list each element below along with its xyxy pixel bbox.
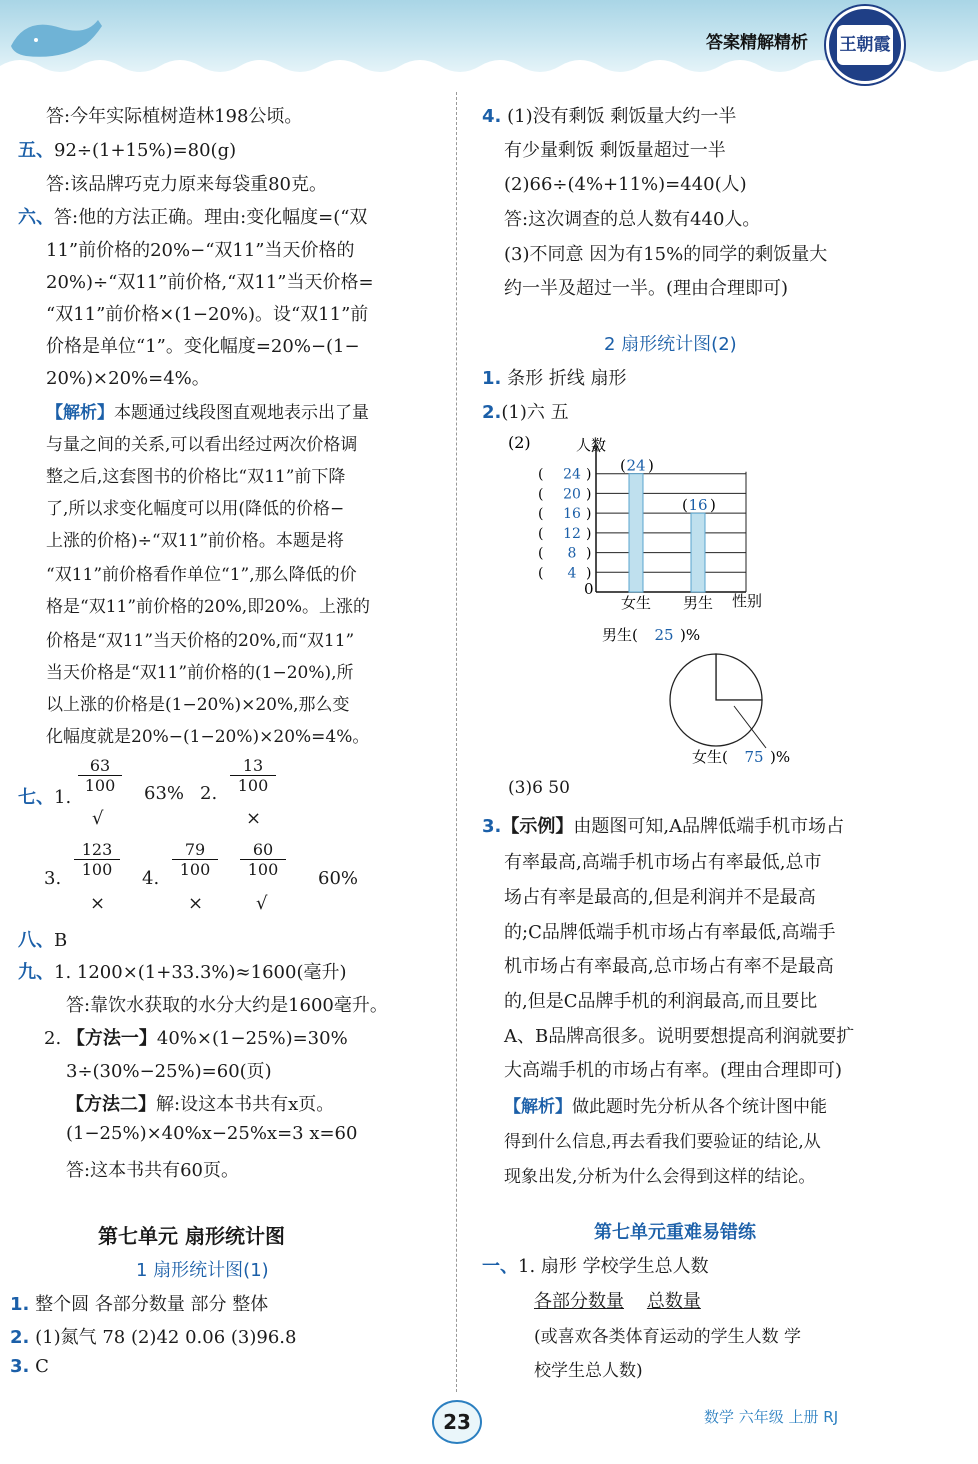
item-number: 2. <box>44 1028 62 1049</box>
question-label: 3. <box>10 1356 30 1377</box>
question-label: 4. <box>482 106 502 127</box>
question-label: 五、 <box>18 140 54 161</box>
section-title: 第七单元重难易错练 <box>594 1222 756 1243</box>
answer-line: B <box>54 930 68 951</box>
cross-mark: × <box>246 808 262 829</box>
pie-value-label: 75 <box>744 748 764 766</box>
y-tick-label: 16 <box>563 506 581 523</box>
underlined-answer: 各部分数量 <box>534 1291 624 1312</box>
question-1 <box>10 1290 268 1316</box>
method-line <box>66 1090 334 1116</box>
question-label: 1. <box>482 368 502 389</box>
header-title: 答案精解精析 <box>706 33 808 53</box>
method-label: 【方法二】 <box>66 1094 156 1115</box>
pie-label-suffix: )% <box>770 748 791 766</box>
answer-line: 答:今年实际植树造林198公顷。 <box>46 106 303 127</box>
explanation-line: 本题通过线段图直观地表示出了量 <box>114 403 369 423</box>
answer-line: 40%×(1−25%)=30% <box>156 1028 348 1049</box>
fraction <box>172 840 218 879</box>
denominator: 100 <box>78 775 122 795</box>
item-number: 2. <box>200 783 218 804</box>
explanation-line: 价格是“双11”当天价格的20%,而“双11” <box>46 631 355 651</box>
section-title: 2 扇形统计图(2) <box>604 334 737 355</box>
answer-line: 价格是单位“1”。变化幅度=20%−(1− <box>46 336 360 357</box>
y-tick-paren: ) <box>586 545 592 562</box>
numerator: 123 <box>81 840 113 859</box>
pie-marks <box>602 626 790 766</box>
value-paren: ( <box>682 496 688 515</box>
y-tick-paren: ) <box>586 486 592 503</box>
question-2 <box>10 1323 296 1349</box>
y-tick-paren: ) <box>586 525 592 542</box>
explanation-line: 以上涨的价格是(1−20%)×20%,那么变 <box>46 695 350 715</box>
question-1 <box>482 364 627 390</box>
question-label: 1. <box>10 1294 30 1315</box>
answer-line: 由题图可知,A品牌低端手机市场占 <box>573 816 845 837</box>
numerator: 13 <box>242 756 264 775</box>
answer-line: 的;C品牌低端手机市场占有率最低,高端手 <box>504 922 836 943</box>
explanation-line: 上涨的价格)÷“双11”前价格。本题是将 <box>46 531 344 551</box>
y-tick-paren: ) <box>586 506 592 523</box>
y-tick-paren: ( <box>538 565 544 582</box>
answer-line: (1)六 五 <box>501 402 569 423</box>
pie-label-prefix: 男生( <box>602 626 638 644</box>
question-label: 3. <box>482 816 502 837</box>
answer-line: 1. 扇形 学校学生总人数 <box>518 1256 709 1277</box>
column-divider <box>456 92 457 1392</box>
answer-line: (或喜欢各类体育运动的学生人数 学 <box>534 1327 802 1347</box>
example-label: 【示例】 <box>501 816 574 837</box>
x-tick-label: 女生 <box>620 594 652 612</box>
explanation-label: 【解析】 <box>46 403 114 423</box>
answer-line: 解:设这本书共有x页。 <box>156 1094 335 1115</box>
answer-line: 大高端手机的市场占有率。(理由合理即可) <box>504 1060 843 1081</box>
value-paren: ( <box>620 456 626 475</box>
check-mark: √ <box>256 893 268 914</box>
answer-line: (1−25%)×40%x−25%x=3 x=60 <box>66 1123 358 1144</box>
y-tick-paren: ( <box>538 525 544 542</box>
answer-line: 答:这本书共有60页。 <box>66 1160 239 1181</box>
bar-女生 <box>629 474 643 592</box>
question-6 <box>18 203 367 229</box>
x-tick-label: 男生 <box>682 594 714 612</box>
question-label: 2. <box>482 402 502 423</box>
unit-title: 第七单元 扇形统计图 <box>98 1224 285 1248</box>
pie-value-label: 25 <box>654 626 674 644</box>
answer-line: “双11”前价格×(1−20%)。设“双11”前 <box>46 304 369 325</box>
explanation <box>504 1092 827 1117</box>
pie-label-prefix: 女生( <box>692 748 728 766</box>
question-label: 六、 <box>18 207 54 228</box>
question-label: 九、 <box>18 962 54 983</box>
answer-line: (1)氮气 78 (2)42 0.06 (3)96.8 <box>35 1327 297 1348</box>
answer-line: A、B品牌高很多。说明要想提高利润就要扩 <box>504 1026 855 1047</box>
answer-line: 3÷(30%−25%)=60(页) <box>66 1061 272 1082</box>
answer-line: (3)不同意 因为有15%的同学的剩饭量大 <box>504 244 828 265</box>
chart-marks <box>620 457 716 612</box>
method-line <box>44 1024 348 1050</box>
explanation-line: 与量之间的关系,可以看出经过两次价格调 <box>46 435 358 455</box>
question-label: 一、 <box>482 1256 518 1277</box>
value-paren: ) <box>710 496 716 515</box>
check-mark: √ <box>92 808 104 829</box>
y-tick-label: 24 <box>563 466 581 483</box>
question-3 <box>482 812 844 838</box>
cross-mark: × <box>90 893 106 914</box>
question-label: 七、 <box>18 787 54 808</box>
answer-line: 答:靠饮水获取的水分大约是1600毫升。 <box>66 995 388 1016</box>
fraction <box>240 840 286 879</box>
value-label: 24 <box>626 456 646 475</box>
percent-value: 63% <box>144 783 185 804</box>
explanation-line: “双11”前价格看作单位“1”,那么降低的价 <box>46 565 357 585</box>
answer-line: (2)66÷(4%+11%)=440(人) <box>504 174 747 195</box>
y-tick-paren: ( <box>538 545 544 562</box>
question-1 <box>482 1252 709 1278</box>
answer-line: 机市场占有率最高,总市场占有率不是最高 <box>504 956 834 977</box>
y-tick-label: 8 <box>567 545 577 562</box>
y-tick-paren: ( <box>538 466 544 483</box>
page-header <box>0 0 978 78</box>
y-tick-label: 20 <box>563 486 581 503</box>
numerator: 79 <box>184 840 206 859</box>
explanation-line: 化幅度就是20%−(1−20%)×20%=4%。 <box>46 727 370 747</box>
value-paren: ) <box>648 456 654 475</box>
explanation-line: 得到什么信息,再去看我们要验证的结论,从 <box>504 1132 821 1152</box>
fraction <box>230 756 276 795</box>
pie-chart <box>596 620 816 770</box>
explanation-line: 当天价格是“双11”前价格的(1−20%),所 <box>46 663 354 683</box>
pie-slice-男生 <box>716 654 762 700</box>
y-tick-paren: ( <box>538 486 544 503</box>
bar-chart <box>500 428 780 616</box>
item-number: 1. <box>54 787 72 808</box>
explanation-line: 现象出发,分析为什么会得到这样的结论。 <box>504 1167 816 1187</box>
answer-line: 的,但是C品牌手机的利润最高,而且要比 <box>504 991 818 1012</box>
logo-text: 王朝霞 <box>837 25 893 65</box>
pie-label-suffix: )% <box>680 626 701 644</box>
answer-line: (1)没有剩饭 剩饭量大约一半 <box>507 106 737 127</box>
question-5 <box>18 136 236 162</box>
answer-line: C <box>35 1356 49 1377</box>
numerator: 60 <box>252 840 274 859</box>
fraction <box>74 840 120 879</box>
answer-line: 约一半及超过一半。(理由合理即可) <box>504 278 789 299</box>
explanation-line: 做此题时先分析从各个统计图中能 <box>572 1097 827 1117</box>
denominator: 100 <box>240 859 286 879</box>
denominator: 100 <box>230 775 276 795</box>
question-4 <box>482 102 736 128</box>
answer-line <box>534 1287 701 1313</box>
origin-label: 0 <box>584 580 594 598</box>
question-7 <box>18 783 71 809</box>
percent-value: 60% <box>318 868 359 889</box>
answer-line: 整个圆 各部分数量 部分 整体 <box>35 1294 269 1315</box>
item-number: 3. <box>44 868 62 889</box>
item-number: 4. <box>142 868 160 889</box>
explanation-line: 格是“双11”前价格的20%,即20%。上涨的 <box>46 597 370 617</box>
answer-line: 条形 折线 扇形 <box>507 368 627 389</box>
y-tick-paren: ) <box>586 565 592 582</box>
answer-line: 答:该品牌巧克力原来每袋重80克。 <box>46 174 327 195</box>
answer-line: 场占有率是最高的,但是利润并不是最高 <box>504 887 816 908</box>
y-tick-label: 12 <box>563 525 581 542</box>
question-2 <box>482 398 569 424</box>
x-axis-label: 性别 <box>732 592 763 610</box>
question-3 <box>10 1356 49 1377</box>
answer-line: 20%)×20%=4%。 <box>46 368 210 389</box>
answer-line: 1. 1200×(1+33.3%)≈1600(毫升) <box>54 962 347 983</box>
answer-line: 11”前价格的20%−“双11”当天价格的 <box>46 240 355 261</box>
question-label: 2. <box>10 1327 30 1348</box>
y-tick-label: 4 <box>567 565 577 582</box>
answer-line: 校学生总人数) <box>534 1361 643 1381</box>
answer-line: 有少量剩饭 剩饭量超过一半 <box>504 140 726 161</box>
question-9 <box>18 958 346 984</box>
explanation <box>46 398 369 423</box>
answer-line: 答:他的方法正确。理由:变化幅度=(“双 <box>54 207 368 228</box>
underlined-answer: 总数量 <box>646 1291 701 1312</box>
value-label: 16 <box>688 496 708 515</box>
section-title: 1 扇形统计图(1) <box>136 1260 269 1281</box>
explanation-line: 整之后,这套图书的价格比“双11”前下降 <box>46 467 346 487</box>
y-tick-paren: ) <box>586 466 592 483</box>
cross-mark: × <box>188 893 204 914</box>
explanation-label: 【解析】 <box>504 1097 572 1117</box>
chart-question-label: (2) <box>508 433 531 452</box>
question-label: 八、 <box>18 930 54 951</box>
y-tick-paren: ( <box>538 506 544 523</box>
answer-line: (3)6 50 <box>508 778 570 798</box>
bar-男生 <box>691 513 705 592</box>
denominator: 100 <box>172 859 218 879</box>
numerator: 63 <box>89 756 111 775</box>
brand-logo <box>826 6 904 84</box>
page-number: 23 <box>432 1400 482 1444</box>
fraction <box>78 756 122 795</box>
answer-line: 答:这次调查的总人数有440人。 <box>504 209 761 230</box>
question-8 <box>18 926 67 952</box>
answer-line: 20%)÷“双11”前价格,“双11”当天价格= <box>46 272 374 293</box>
method-label: 【方法一】 <box>66 1028 157 1049</box>
answer-line: 有率最高,高端手机市场占有率最低,总市 <box>504 852 822 873</box>
denominator: 100 <box>74 859 120 879</box>
footer-subject: 数学 六年级 上册 RJ <box>704 1408 839 1426</box>
answer-line: 92÷(1+15%)=80(g) <box>54 140 237 161</box>
explanation-line: 了,所以求变化幅度可以用(降低的价格− <box>46 499 345 519</box>
y-axis-label: 人数 <box>576 436 607 454</box>
